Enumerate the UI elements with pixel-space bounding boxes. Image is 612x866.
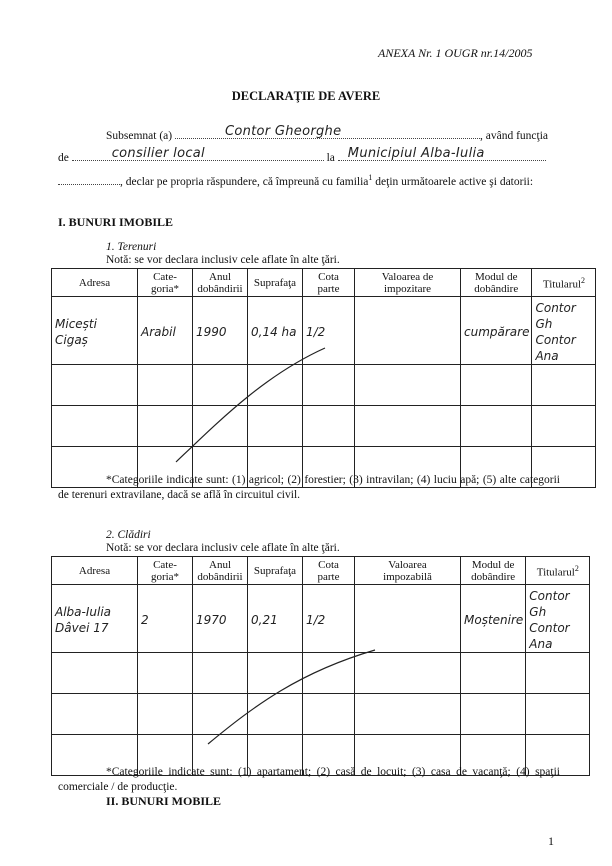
table-cell[interactable]: [461, 585, 526, 653]
cell-value: [193, 466, 247, 469]
cell-value: [138, 754, 192, 757]
cell-value: [461, 754, 525, 757]
column-header: [461, 269, 532, 297]
table-cell[interactable]: [52, 653, 138, 694]
column-header-label: Titularul: [542, 278, 582, 291]
blank-field[interactable]: [58, 174, 120, 185]
cell-value: 1990: [196, 325, 227, 339]
cell-value: [532, 466, 595, 469]
cladiri-table: [51, 556, 590, 776]
cell-value: [526, 754, 589, 757]
cell-value: [248, 466, 302, 469]
cell-value: [526, 672, 589, 675]
cell-value: [138, 425, 192, 428]
cell-value: [303, 384, 354, 387]
cell-value: [248, 754, 302, 757]
cell-value: [526, 713, 589, 716]
table-cell[interactable]: [532, 406, 596, 447]
terenuri-table: [51, 268, 596, 488]
column-header: [532, 269, 596, 297]
cell-value: Alba-Iulia Dâvei 17: [55, 605, 112, 635]
subsemnat-label: Subsemnat (a): [106, 130, 173, 142]
cell-value: 0,14 ha: [251, 325, 297, 339]
functia-handwritten: consilier local: [111, 146, 205, 161]
table-cell[interactable]: [461, 694, 526, 735]
table-cell[interactable]: [138, 406, 193, 447]
table-cell[interactable]: [355, 365, 461, 406]
cell-value: 1/2: [306, 325, 326, 339]
column-header: [526, 557, 590, 585]
cell-value: [138, 713, 192, 716]
cell-value: [138, 466, 192, 469]
column-header: [248, 557, 303, 585]
cell-value: [355, 384, 460, 387]
table-cell[interactable]: [193, 365, 248, 406]
cell-value: [461, 384, 531, 387]
table-cell[interactable]: [303, 694, 355, 735]
titular-footnote-mark: 2: [574, 563, 579, 573]
table-cell[interactable]: [138, 694, 193, 735]
cell-value: 1970: [196, 613, 227, 627]
page-title: DECLARAŢIE DE AVERE: [231, 89, 381, 103]
column-header: [52, 269, 138, 297]
cell-value: [248, 713, 302, 716]
table-cell[interactable]: [303, 406, 355, 447]
table-cell[interactable]: [52, 297, 138, 365]
intro-line-2: [58, 146, 546, 164]
cell-value: [355, 754, 460, 757]
declar-text: , declar pe propria răspundere, că împreună cu familia: [120, 175, 369, 188]
table-cell[interactable]: [193, 694, 248, 735]
cell-value: [303, 425, 354, 428]
table-cell[interactable]: [461, 297, 532, 365]
cell-value: [303, 754, 354, 757]
cell-value: [52, 425, 137, 428]
table-cell[interactable]: [532, 365, 596, 406]
cell-value: [532, 384, 595, 387]
table-header-row: [52, 557, 590, 585]
cell-value: [532, 425, 595, 428]
section-bunuri-mobile: II. BUNURI MOBILE: [106, 794, 222, 808]
column-header-label: Suprafaţa: [253, 564, 297, 577]
cell-value: [303, 672, 354, 675]
cell-value: Arabil: [141, 325, 176, 339]
terenuri-footnote: *Categoriile indicate sunt: (1) agricol; (2) forestier; (3) intravilan; (4) luciu apă; (5) alte categorii de terenuri extravilane, dacă se află în circuitul civil.: [58, 474, 560, 501]
table-cell[interactable]: [303, 297, 355, 365]
table-cell[interactable]: [355, 653, 461, 694]
cladiri-footnote: *Categoriile indicate sunt: (1) apartament; (2) casă de locuit; (3) casa de vacanţă; (4) spaţii comerciale / de producţie.: [58, 766, 560, 793]
cell-value: [193, 425, 247, 428]
cell-value: [52, 466, 137, 469]
table-cell[interactable]: [355, 297, 461, 365]
cell-value: [355, 713, 460, 716]
cell-value: [248, 425, 302, 428]
terenuri-subtitle: 1. Terenuri: [106, 241, 157, 253]
column-header-label: Cate- goria*: [150, 558, 180, 583]
table-cell[interactable]: [532, 297, 596, 365]
column-header: [461, 557, 526, 585]
footnote-mark: 1: [368, 173, 373, 182]
table-cell[interactable]: [248, 653, 303, 694]
column-header-label: Cota parte: [317, 558, 340, 583]
cell-value: [52, 713, 137, 716]
table-cell[interactable]: [461, 406, 532, 447]
table-cell[interactable]: [461, 653, 526, 694]
table-row: [52, 297, 596, 365]
table-cell[interactable]: [248, 365, 303, 406]
table-header-row: [52, 269, 596, 297]
table-cell[interactable]: [355, 694, 461, 735]
column-header-label: Cota parte: [317, 270, 340, 295]
cell-value: [355, 466, 460, 469]
institutie-field[interactable]: [338, 146, 546, 161]
cell-value: [355, 617, 460, 620]
table-cell[interactable]: [303, 585, 355, 653]
name-field[interactable]: [175, 124, 480, 139]
column-header: [138, 269, 193, 297]
table-row: [52, 585, 590, 653]
column-header-label: Modul de dobândire: [474, 270, 519, 295]
section-bunuri-imobile: I. BUNURI IMOBILE: [58, 215, 174, 229]
cell-value: [461, 672, 525, 675]
column-header-label: Valoarea impozabilă: [383, 558, 432, 583]
cell-value: [193, 754, 247, 757]
cell-value: cumpărare: [464, 325, 530, 339]
column-header: [52, 557, 138, 585]
table-cell[interactable]: [526, 585, 590, 653]
table-row: [52, 653, 590, 694]
cell-value: [248, 672, 302, 675]
table-cell[interactable]: [526, 653, 590, 694]
cell-value: [355, 425, 460, 428]
cell-value: 1/2: [306, 613, 326, 627]
cladiri-note: Notă: se vor declara inclusiv cele aflate în alte ţări.: [106, 542, 340, 554]
cell-value: Contor Gh Contor Ana: [529, 589, 570, 651]
column-header: [355, 269, 461, 297]
page-number: 1: [548, 834, 554, 848]
declar-text-after: deţin următoarele active şi datorii:: [372, 175, 534, 188]
table-cell[interactable]: [248, 406, 303, 447]
column-header: [355, 557, 461, 585]
column-header: [193, 557, 248, 585]
cell-value: [52, 672, 137, 675]
table-cell[interactable]: [193, 406, 248, 447]
table-cell[interactable]: [526, 694, 590, 735]
table-cell[interactable]: [138, 585, 193, 653]
cell-value: [248, 384, 302, 387]
cell-value: [461, 425, 531, 428]
column-header-label: Anul dobândirii: [197, 270, 243, 295]
cell-value: Contor Gh Contor Ana: [535, 301, 576, 363]
table-cell[interactable]: [355, 406, 461, 447]
institutie-handwritten: Municipiul Alba-Iulia: [347, 146, 485, 161]
terenuri-note: Notă: se vor declara inclusiv cele aflate în alte ţări.: [106, 254, 340, 266]
column-header: [248, 269, 303, 297]
cell-value: [461, 713, 525, 716]
table-cell[interactable]: [461, 365, 532, 406]
cell-value: Moștenire: [464, 613, 524, 627]
cell-value: Micești Cigaș: [55, 317, 97, 347]
column-header-label: Modul de dobândire: [471, 558, 516, 583]
column-header-label: Titularul: [536, 566, 575, 579]
table-cell[interactable]: [52, 694, 138, 735]
table-cell[interactable]: [355, 585, 461, 653]
cell-value: [52, 754, 137, 757]
intro-line-3: [58, 173, 533, 188]
cell-value: [355, 672, 460, 675]
column-header-label: Anul dobândirii: [197, 558, 243, 583]
column-header: [303, 269, 355, 297]
table-cell[interactable]: [248, 297, 303, 365]
de-label: de: [58, 152, 69, 164]
cladiri-subtitle: 2. Clădiri: [106, 529, 151, 541]
table-cell[interactable]: [52, 406, 138, 447]
cell-value: [138, 384, 192, 387]
column-header-label: Valoarea de impozitare: [381, 270, 434, 295]
cell-value: [193, 713, 247, 716]
table-cell[interactable]: [138, 297, 193, 365]
table-cell[interactable]: [248, 694, 303, 735]
cell-value: [138, 672, 192, 675]
table-cell[interactable]: [248, 585, 303, 653]
name-handwritten: Contor Gheorghe: [224, 124, 342, 139]
table-cell[interactable]: [138, 653, 193, 694]
annex-reference: ANEXA Nr. 1 OUGR nr.14/2005: [378, 46, 533, 60]
table-cell[interactable]: [138, 365, 193, 406]
table-row: [52, 365, 596, 406]
column-header: [303, 557, 355, 585]
table-cell[interactable]: [52, 365, 138, 406]
table-cell[interactable]: [52, 585, 138, 653]
titular-footnote-mark: 2: [581, 275, 586, 285]
la-label: la: [326, 152, 335, 164]
intro-line-1: [106, 124, 548, 142]
table-cell[interactable]: [303, 365, 355, 406]
cell-value: 2: [141, 613, 149, 627]
table-row: [52, 694, 590, 735]
functia-label: , având funcţia: [479, 130, 548, 142]
cell-value: [303, 713, 354, 716]
functia-field[interactable]: [72, 146, 324, 161]
column-header: [193, 269, 248, 297]
cell-value: [193, 672, 247, 675]
cell-value: [303, 466, 354, 469]
table-cell[interactable]: [193, 585, 248, 653]
cell-value: [355, 329, 460, 332]
cell-value: [193, 384, 247, 387]
column-header: [138, 557, 193, 585]
column-header-label: Suprafaţa: [253, 276, 297, 289]
column-header-label: Cate- goria*: [150, 270, 180, 295]
column-header-label: Adresa: [78, 276, 111, 289]
cell-value: [52, 384, 137, 387]
table-cell[interactable]: [303, 653, 355, 694]
table-cell[interactable]: [193, 297, 248, 365]
cell-value: [461, 466, 531, 469]
table-cell[interactable]: [193, 653, 248, 694]
cell-value: 0,21: [251, 613, 278, 627]
column-header-label: Adresa: [78, 564, 111, 577]
table-row: [52, 406, 596, 447]
